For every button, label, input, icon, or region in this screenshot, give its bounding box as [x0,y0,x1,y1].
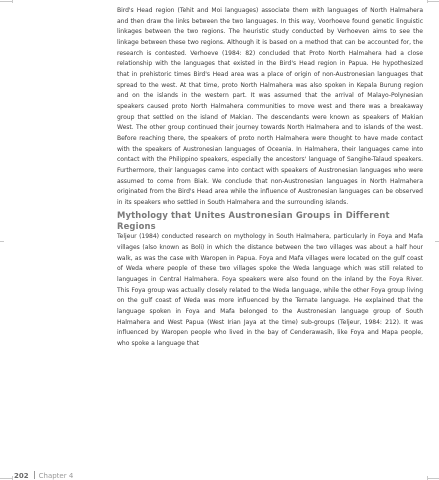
crop-mark [12,0,13,3]
page-footer [14,471,73,480]
footer-separator [34,471,35,479]
body-paragraph: Bird's Head region (Tehit and Moi languages) associate them with languages of North Halmahera and then draw the links between the two languages. In this way, Voorhoeve found genetic linguistic linkages between the two regions. The heuristic study conducted by Verhoeven aims to see the linkage between these two regions. Although it is based on a method that can be accounted for, the research is contested. Verhoeve (1984: 82) concluded that Proto North Halmahera had a close relationship with the languages that existed in the Bird's Head region in Papua. He hypothesized that in prehistoric times Bird's Head area was a place of origin of non-Austronesian languages that spread to the west. At that time, proto North Halmahera was also spoken in Kepala Burung region and on the islands in the western part. It was assumed that the arrival of Malayo-Polynesian speakers caused proto North Halmahera communities to move west and there was a breakaway group that settled on the island of Makian. The descendants were known as speakers of Makian West. The other group continued their journey towards North Halmahera and to islands of the west. Before reaching there, the speakers of proto north Halmahera were thought to have made contact with the speakers of Austronesian languages of Oceania. In Halmahera, their languages came into contact with the Philippino speakers, especially the ancestors' language of Sangihe-Talaud speakers. Furthermore, their languages came into contact with speakers of Austronesian languages who were assumed to come from Biak. We conclude that non-Austronesian languages in North Halmahera originated from the Bird's Head area while the influence of Austronesian languages can be observed in its speakers who settled in South Halmahera and the surrounding islands. [117,7,423,206]
crop-mark [12,476,13,480]
page-number: 202 [14,472,29,480]
crop-mark [427,1,439,2]
crop-mark [0,1,12,2]
text-column [117,6,423,350]
section-heading: Mythology that Unites Austronesian Groups in Different Regions [117,210,390,232]
crop-mark [427,478,439,479]
body-paragraph: Teljeur (1984) conducted research on mythology in South Halmahera, particularly in Foya and Mafa villages (also known as Boli) in which the distance between the two villages was about a half hour walk, as was the case with Waropen in Papua. Foya and Mafa villages were located on the gulf coast of Weda where people of these two villages spoke the Weda language which was still related to languages in Central Halmahera. Foya speakers were also found on the inland by the Foya River. This Foya group was actually closely related to the Weda language, while the other Foya group living on the gulf coast of Weda was more influenced by the Ternate language. He explained that the language spoken in Foya and Mafa belonged to the Austronesian language group of South Halmahera and West Papua (West Irian Jaya at the time) sub-groups (Teljeur, 1984: 212). It was influenced by Waropen people who lived in the bay of Cenderawasih, like Foya and Mapa people, who spoke a language that [117,233,423,348]
crop-mark [435,241,439,242]
crop-mark [0,241,4,242]
crop-mark [0,478,12,479]
crop-mark [427,0,428,3]
chapter-label: Chapter 4 [38,472,74,480]
crop-mark [427,476,428,480]
